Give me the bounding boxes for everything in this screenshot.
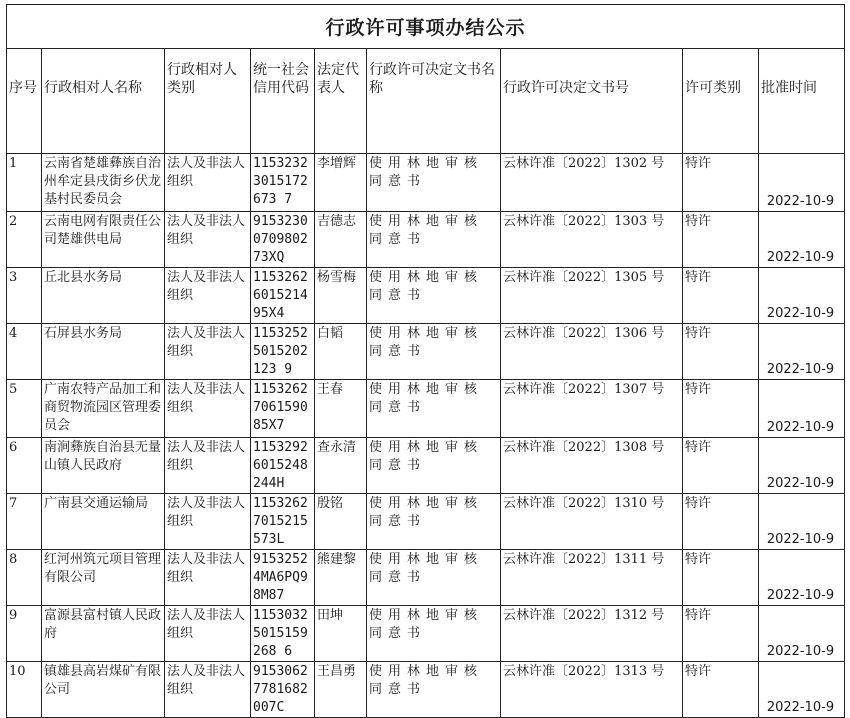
page-title: 行政许可事项办结公示 <box>7 5 845 49</box>
table-row <box>7 324 845 380</box>
cell-legal-rep: 查永清 <box>315 438 367 494</box>
cell-name: 云南电网有限责任公司楚雄供电局 <box>42 212 165 268</box>
cell-seq: 10 <box>7 662 42 718</box>
header-permit-type: 许可类别 <box>683 49 759 154</box>
cell-permit-type: 特许 <box>683 268 759 324</box>
header-legal-rep: 法定代表人 <box>315 49 367 154</box>
cell-category: 法人及非法人组织 <box>165 268 251 324</box>
cell-approval-date: 2022-10-9 <box>759 324 845 380</box>
cell-doc-no: 云林许准〔2022〕1310 号 <box>501 494 683 550</box>
cell-legal-rep: 王春 <box>315 380 367 438</box>
cell-doc-name: 使用林地审核同意书 <box>367 438 501 494</box>
cell-credit-code: 11532323015172673 7 <box>251 154 315 212</box>
cell-approval-date: 2022-10-9 <box>759 494 845 550</box>
cell-permit-type: 特许 <box>683 606 759 662</box>
table-row <box>7 154 845 212</box>
table-row <box>7 438 845 494</box>
title-row <box>7 5 845 49</box>
header-doc-name: 行政许可决定文书名称 <box>367 49 501 154</box>
cell-permit-type: 特许 <box>683 212 759 268</box>
cell-seq: 8 <box>7 550 42 606</box>
cell-seq: 1 <box>7 154 42 212</box>
cell-doc-no: 云林许准〔2022〕1305 号 <box>501 268 683 324</box>
cell-credit-code: 91532300709802 73XQ <box>251 212 315 268</box>
cell-category: 法人及非法人组织 <box>165 662 251 718</box>
cell-permit-type: 特许 <box>683 154 759 212</box>
cell-doc-name: 使用林地审核同意书 <box>367 154 501 212</box>
cell-doc-no: 云林许准〔2022〕1308 号 <box>501 438 683 494</box>
cell-name: 富源县富村镇人民政府 <box>42 606 165 662</box>
cell-approval-date: 2022-10-9 <box>759 268 845 324</box>
cell-seq: 9 <box>7 606 42 662</box>
cell-category: 法人及非法人组织 <box>165 550 251 606</box>
cell-approval-date: 2022-10-9 <box>759 380 845 438</box>
cell-name: 南涧彝族自治县无量山镇人民政府 <box>42 438 165 494</box>
header-credit-code: 统一社会信用代码 <box>251 49 315 154</box>
header-doc-no: 行政许可决定文书号 <box>501 49 683 154</box>
cell-permit-type: 特许 <box>683 494 759 550</box>
cell-legal-rep: 李增辉 <box>315 154 367 212</box>
cell-seq: 6 <box>7 438 42 494</box>
cell-doc-no: 云林许准〔2022〕1313 号 <box>501 662 683 718</box>
cell-permit-type: 特许 <box>683 438 759 494</box>
cell-doc-name: 使用林地审核同意书 <box>367 212 501 268</box>
cell-doc-name: 使用林地审核同意书 <box>367 268 501 324</box>
cell-credit-code: 11532626015214 95X4 <box>251 268 315 324</box>
table-row <box>7 550 845 606</box>
cell-approval-date: 2022-10-9 <box>759 662 845 718</box>
cell-legal-rep: 田坤 <box>315 606 367 662</box>
cell-category: 法人及非法人组织 <box>165 380 251 438</box>
cell-doc-no: 云林许准〔2022〕1311 号 <box>501 550 683 606</box>
cell-seq: 2 <box>7 212 42 268</box>
table-row <box>7 380 845 438</box>
table-row <box>7 662 845 718</box>
cell-name: 云南省楚雄彝族自治州牟定县戌街乡伏龙基村民委员会 <box>42 154 165 212</box>
header-approval-date: 批准时间 <box>759 49 845 154</box>
table-row <box>7 212 845 268</box>
cell-name: 广南县交通运输局 <box>42 494 165 550</box>
cell-category: 法人及非法人组织 <box>165 494 251 550</box>
cell-doc-no: 云林许准〔2022〕1306 号 <box>501 324 683 380</box>
header-name: 行政相对人名称 <box>42 49 165 154</box>
header-category: 行政相对人类别 <box>165 49 251 154</box>
cell-seq: 5 <box>7 380 42 438</box>
cell-legal-rep: 熊建黎 <box>315 550 367 606</box>
cell-credit-code: 11532926015248 244H <box>251 438 315 494</box>
cell-legal-rep: 王昌勇 <box>315 662 367 718</box>
cell-legal-rep: 殷铭 <box>315 494 367 550</box>
cell-doc-name: 使用林地审核同意书 <box>367 662 501 718</box>
cell-name: 镇雄县高岩煤矿有限公司 <box>42 662 165 718</box>
cell-doc-no: 云林许准〔2022〕1302 号 <box>501 154 683 212</box>
table-row <box>7 606 845 662</box>
cell-permit-type: 特许 <box>683 550 759 606</box>
cell-credit-code: 11532627015215 573L <box>251 494 315 550</box>
cell-name: 丘北县水务局 <box>42 268 165 324</box>
cell-credit-code: 91530627781682 007C <box>251 662 315 718</box>
cell-approval-date: 2022-10-9 <box>759 438 845 494</box>
cell-approval-date: 2022-10-9 <box>759 212 845 268</box>
cell-doc-name: 使用林地审核同意书 <box>367 606 501 662</box>
cell-doc-name: 使用林地审核同意书 <box>367 550 501 606</box>
cell-doc-no: 云林许准〔2022〕1307 号 <box>501 380 683 438</box>
cell-category: 法人及非法人组织 <box>165 324 251 380</box>
cell-approval-date: 2022-10-9 <box>759 606 845 662</box>
cell-seq: 7 <box>7 494 42 550</box>
cell-seq: 4 <box>7 324 42 380</box>
cell-category: 法人及非法人组织 <box>165 606 251 662</box>
cell-permit-type: 特许 <box>683 324 759 380</box>
cell-credit-code: 11530325015159268 6 <box>251 606 315 662</box>
cell-category: 法人及非法人组织 <box>165 212 251 268</box>
cell-permit-type: 特许 <box>683 380 759 438</box>
cell-doc-name: 使用林地审核同意书 <box>367 324 501 380</box>
header-seq: 序号 <box>7 49 42 154</box>
cell-credit-code: 11532627061590 85X7 <box>251 380 315 438</box>
cell-legal-rep: 白韬 <box>315 324 367 380</box>
cell-approval-date: 2022-10-9 <box>759 154 845 212</box>
cell-approval-date: 2022-10-9 <box>759 550 845 606</box>
cell-permit-type: 特许 <box>683 662 759 718</box>
cell-legal-rep: 杨雪梅 <box>315 268 367 324</box>
cell-name: 广南农特产品加工和商贸物流园区管理委员会 <box>42 380 165 438</box>
header-row <box>7 49 845 154</box>
cell-category: 法人及非法人组织 <box>165 154 251 212</box>
cell-credit-code: 11532525015202123 9 <box>251 324 315 380</box>
table-row <box>7 494 845 550</box>
cell-doc-no: 云林许准〔2022〕1303 号 <box>501 212 683 268</box>
permit-table <box>6 4 845 718</box>
cell-name: 红河州筑元项目管理有限公司 <box>42 550 165 606</box>
table-row <box>7 268 845 324</box>
cell-seq: 3 <box>7 268 42 324</box>
cell-credit-code: 91532524MA6PQ9 8M87 <box>251 550 315 606</box>
cell-doc-name: 使用林地审核同意书 <box>367 380 501 438</box>
cell-legal-rep: 吉德志 <box>315 212 367 268</box>
cell-doc-name: 使用林地审核同意书 <box>367 494 501 550</box>
cell-doc-no: 云林许准〔2022〕1312 号 <box>501 606 683 662</box>
cell-category: 法人及非法人组织 <box>165 438 251 494</box>
cell-name: 石屏县水务局 <box>42 324 165 380</box>
